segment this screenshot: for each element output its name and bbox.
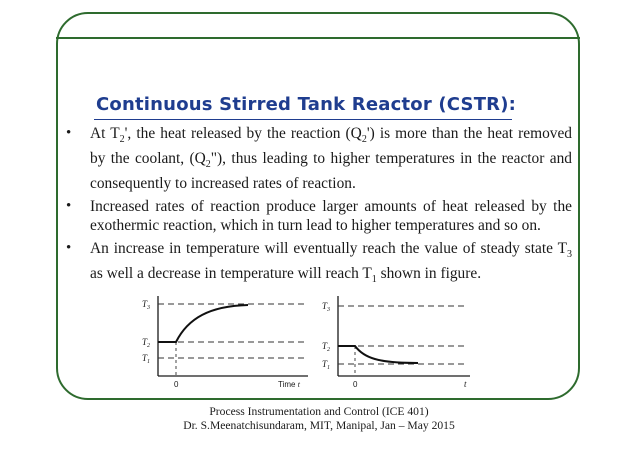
footer-author: Dr. S.Meenatchisundaram, MIT, Manipal, Jan – May 2015 xyxy=(183,419,455,432)
slide-title: Continuous Stirred Tank Reactor (CSTR): xyxy=(96,94,517,115)
figure-temperature-rise xyxy=(142,296,308,389)
header-rule xyxy=(56,37,580,39)
bullet-dot: • xyxy=(66,198,72,215)
bullet-dot: • xyxy=(66,240,72,257)
bullet-item-3: • An increase in temperature will eventually reach the value of steady state $T_3$ as well a decrease in temperature will reach $T_1$ shown in figure. xyxy=(66,240,572,286)
right-origin-label: 0 xyxy=(353,380,358,389)
bullet-item-2: • Increased rates of reaction produce larger amounts of heat released by the exothermic reaction, which in turn lead to higher temperatures and so on. xyxy=(66,198,572,235)
footer-course: Process Instrumentation and Control (ICE 401) xyxy=(209,405,429,418)
left-origin-label: 0 xyxy=(174,380,179,389)
left-label-t2: $T_2$ xyxy=(142,337,151,349)
bullet-item-1: • At $T_2'$, the heat released by the reaction $(Q_2')$ is more than the heat removed by the coolant, $(Q_2")$, thus leading to higher temperatures in the reactor and consequently to increased rates of reaction. xyxy=(66,125,572,193)
bullet-list xyxy=(66,124,572,293)
left-x-axis-label: Time t xyxy=(278,380,300,389)
right-x-axis-var: t xyxy=(464,379,467,389)
temperature-response-figures xyxy=(138,292,478,392)
right-label-t1: $T_1$ xyxy=(322,359,331,371)
left-response-curve xyxy=(158,305,248,342)
right-response-curve xyxy=(338,346,418,363)
title-underline xyxy=(94,119,512,120)
right-label-t3: $T_3$ xyxy=(322,301,331,313)
bullet-dot: • xyxy=(66,125,72,141)
left-label-t3: $T_3$ xyxy=(142,299,151,311)
figure-temperature-drop xyxy=(322,296,470,389)
slide-footer xyxy=(0,405,638,433)
left-label-t1: $T_1$ xyxy=(142,353,151,365)
right-label-t2: $T_2$ xyxy=(322,341,331,353)
